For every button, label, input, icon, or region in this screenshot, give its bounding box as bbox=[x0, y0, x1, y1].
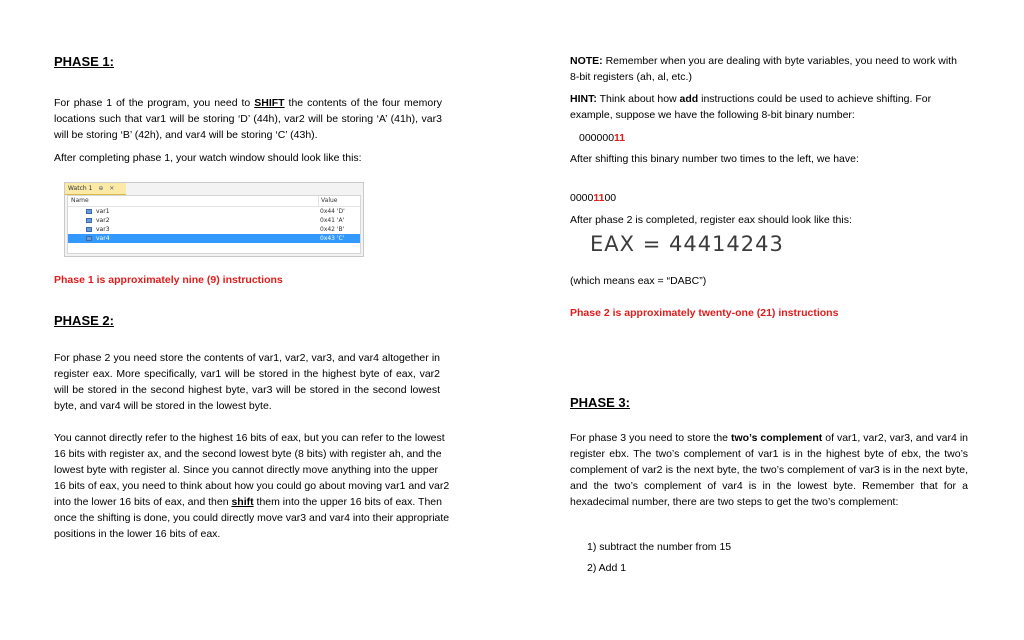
phase1-text-a: For phase 1 of the program, you need to bbox=[54, 97, 255, 109]
shift-description: After shifting this binary number two times to the left, we have: bbox=[570, 153, 859, 165]
hint-paragraph bbox=[570, 91, 968, 123]
phase1-paragraph bbox=[54, 95, 442, 143]
binary-after-black2: 00 bbox=[604, 192, 617, 204]
hint-label: HINT: bbox=[570, 93, 597, 105]
watch-tab-label: Watch 1 bbox=[68, 185, 93, 192]
variable-icon bbox=[86, 227, 92, 232]
watch-row-value: 0x44 'D' bbox=[320, 208, 345, 215]
watch-row-name: var3 bbox=[96, 226, 110, 233]
column-name-header[interactable]: Name bbox=[71, 197, 89, 204]
hint-add-word: add bbox=[679, 93, 699, 105]
watch-header bbox=[68, 196, 360, 207]
watch-row-value: 0x42 'B' bbox=[320, 226, 345, 233]
watch-row-value: 0x43 'C' bbox=[320, 235, 345, 242]
phase2-text-b: them into the upper 16 bits of eax. Then once the shifting is done, you could directly move var3 and var4 into their appropriate positions in the lower 16 bits of eax. bbox=[54, 496, 450, 540]
variable-icon bbox=[86, 209, 92, 214]
watch-row-name: var4 bbox=[96, 235, 110, 242]
phase2-paragraph2 bbox=[54, 430, 452, 542]
note-text: Remember when you are dealing with byte variables, you need to work with 8-bit registers (ah, al, etc.) bbox=[570, 55, 957, 83]
watch-tab[interactable] bbox=[65, 183, 126, 195]
phase3-text-a: For phase 3 you need to store the bbox=[570, 432, 731, 444]
watch-row-var2[interactable] bbox=[68, 216, 360, 225]
phase3-twos-complement: two’s complement bbox=[730, 432, 823, 444]
hint-text-b: instructions could be used to achieve shifting. For example, suppose we have the following 8-bit binary number: bbox=[570, 93, 932, 121]
step-item-1: 1) subtract the number from 15 bbox=[587, 541, 732, 553]
phase3-paragraph bbox=[570, 430, 968, 510]
watch-window bbox=[64, 182, 364, 257]
hint-text-a: Think about how bbox=[596, 93, 680, 105]
binary-before bbox=[579, 130, 625, 146]
phase3-heading: PHASE 3: bbox=[570, 395, 630, 410]
watch-row-name: var2 bbox=[96, 217, 110, 224]
phase3-text-b: of var1, var2, var3, and var4 in register ebx. The two’s complement of var1 is in the highest byte of ebx, the two’s complement of var2 is the next byte, the two’s complement of var3 is in the next byte, and the two’s complement of var4 is in the lowest byte. Remember that for a hexadecimal number, there are two steps to get the two’s complement: bbox=[570, 432, 968, 508]
watch-row-value: 0x41 'A' bbox=[320, 217, 345, 224]
close-icon[interactable]: ✕ bbox=[109, 185, 115, 192]
watch-row-var3[interactable] bbox=[68, 225, 360, 234]
step-item-2: 2) Add 1 bbox=[587, 562, 627, 574]
watch-row-name: var1 bbox=[96, 208, 110, 215]
watch-row-var1[interactable] bbox=[68, 207, 360, 216]
binary-after-red: 11 bbox=[593, 192, 605, 204]
phase1-heading: PHASE 1: bbox=[54, 54, 114, 69]
eax-meaning: (which means eax = “DABC”) bbox=[570, 275, 707, 287]
phase2-paragraph1: For phase 2 you need store the contents of var1, var2, var3, and var4 altogether in register eax. More specifically, var1 will be stored in the highest byte of eax, var2 will be stored in the second highest byte, var3 will be stored in the second lowest byte, and var4 will be stored in the lowest byte. bbox=[54, 352, 440, 412]
phase1-watch-intro: After completing phase 1, your watch window should look like this: bbox=[54, 152, 362, 164]
phase2-heading: PHASE 2: bbox=[54, 313, 114, 328]
watch-table bbox=[67, 195, 361, 254]
variable-icon bbox=[86, 236, 92, 241]
note-paragraph bbox=[570, 53, 968, 85]
phase1-text-b: the contents of the four memory locations such that var1 will be storing ‘D’ (44h), var2 will be storing ‘A’ (41h), var3 will be storing ‘B’ (42h), and var4 will be storing ‘C’ (43h). bbox=[54, 97, 442, 141]
pin-icon[interactable]: ⊕ bbox=[98, 185, 104, 192]
binary-before-red: 11 bbox=[614, 132, 626, 144]
phase1-instruction-count: Phase 1 is approximately nine (9) instructions bbox=[54, 274, 283, 286]
phase1-shift-word: SHIFT bbox=[254, 97, 285, 109]
phase2-shift-word: shift bbox=[231, 496, 254, 508]
binary-before-black: 000000 bbox=[579, 132, 615, 144]
binary-after bbox=[570, 190, 616, 206]
note-label: NOTE: bbox=[570, 55, 603, 67]
column-value-header[interactable]: Value bbox=[318, 196, 337, 206]
binary-after-black1: 0000 bbox=[570, 192, 594, 204]
watch-row-var4[interactable] bbox=[68, 234, 360, 243]
phase2-text-a: You cannot directly refer to the highest 16 bits of eax, but you can refer to the lowest 16 bits with register ax, and the second lowest byte (8 bits) with register ah, and the lowest byte with register al. Since you cannot directly move anything into the upper 16 bits of eax, you need to think about how you could go about moving var1 and var2 into the lower 16 bits of eax, and then bbox=[54, 432, 450, 508]
eax-register-display: EAX = 44414243 bbox=[590, 232, 784, 256]
phase2-after-text: After phase 2 is completed, register eax should look like this: bbox=[570, 214, 852, 226]
variable-icon bbox=[86, 218, 92, 223]
phase2-instruction-count: Phase 2 is approximately twenty-one (21) instructions bbox=[570, 307, 839, 319]
